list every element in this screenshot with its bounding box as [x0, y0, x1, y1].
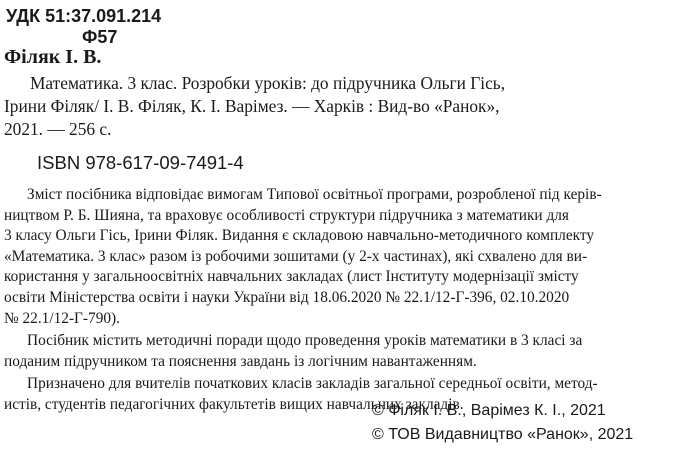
abstract-line: Посібник містить методичні поради щодо проведення уроків математики в 3 класі за	[4, 332, 583, 350]
abstract-line: поданим підручником та пояснення завдань із логічним навантаженням.	[4, 352, 477, 370]
bibliographic-line: 2021. — 256 с.	[4, 119, 112, 139]
abstract-line: «Математика. 3 клас» разом із робочими зошитами (у 2-х частинах), які схвалено для ви-	[4, 247, 588, 265]
author-heading: Філяк І. В.	[4, 46, 102, 68]
abstract-line: освіти Міністерства освіти і науки України від 18.06.2020 № 22.1/12-Г-396, 02.10.2020	[4, 288, 570, 306]
abstract-line: користання у загальноосвітніх навчальних закладах (лист Інституту модернізації змісту	[4, 268, 579, 286]
classification-code: Ф57	[82, 27, 118, 47]
abstract-line: ництвом Р. Б. Шияна, та враховує особливості структури підручника з математики для	[4, 206, 569, 224]
bibliographic-line: Математика. 3 клас. Розробки уроків: до підручника Ольги Гісь,	[4, 73, 506, 93]
copyright-publisher: © ТОВ Видавництво «Ранок», 2021	[372, 426, 634, 443]
udc-code: УДК 51:37.091.214	[6, 6, 162, 26]
abstract-line: Призначено для вчителів початкових класів закладів загальної середньої освіти, метод-	[4, 375, 598, 393]
isbn: ISBN 978-617-09-7491-4	[37, 152, 244, 173]
bibliographic-description	[4, 72, 696, 141]
abstract-line: Зміст посібника відповідає вимогам Типової освітньої програми, розробленої під керів-	[4, 186, 602, 203]
bibliographic-line: Ірини Філяк/ І. В. Філяк, К. І. Варімез. — Харків : Вид-во «Ранок»,	[4, 96, 500, 116]
abstract	[4, 185, 696, 416]
copyright-authors: © Філяк І. В., Варімез К. І., 2021	[372, 402, 606, 419]
abstract-line: истів, студентів педагогічних факультетів вищих навчальних закладів.	[4, 395, 464, 413]
abstract-line: 3 класу Ольги Гісь, Ірини Філяк. Видання є складовою навчально-методичного комплекту	[4, 227, 595, 245]
abstract-line: № 22.1/12-Г-790).	[4, 309, 121, 327]
